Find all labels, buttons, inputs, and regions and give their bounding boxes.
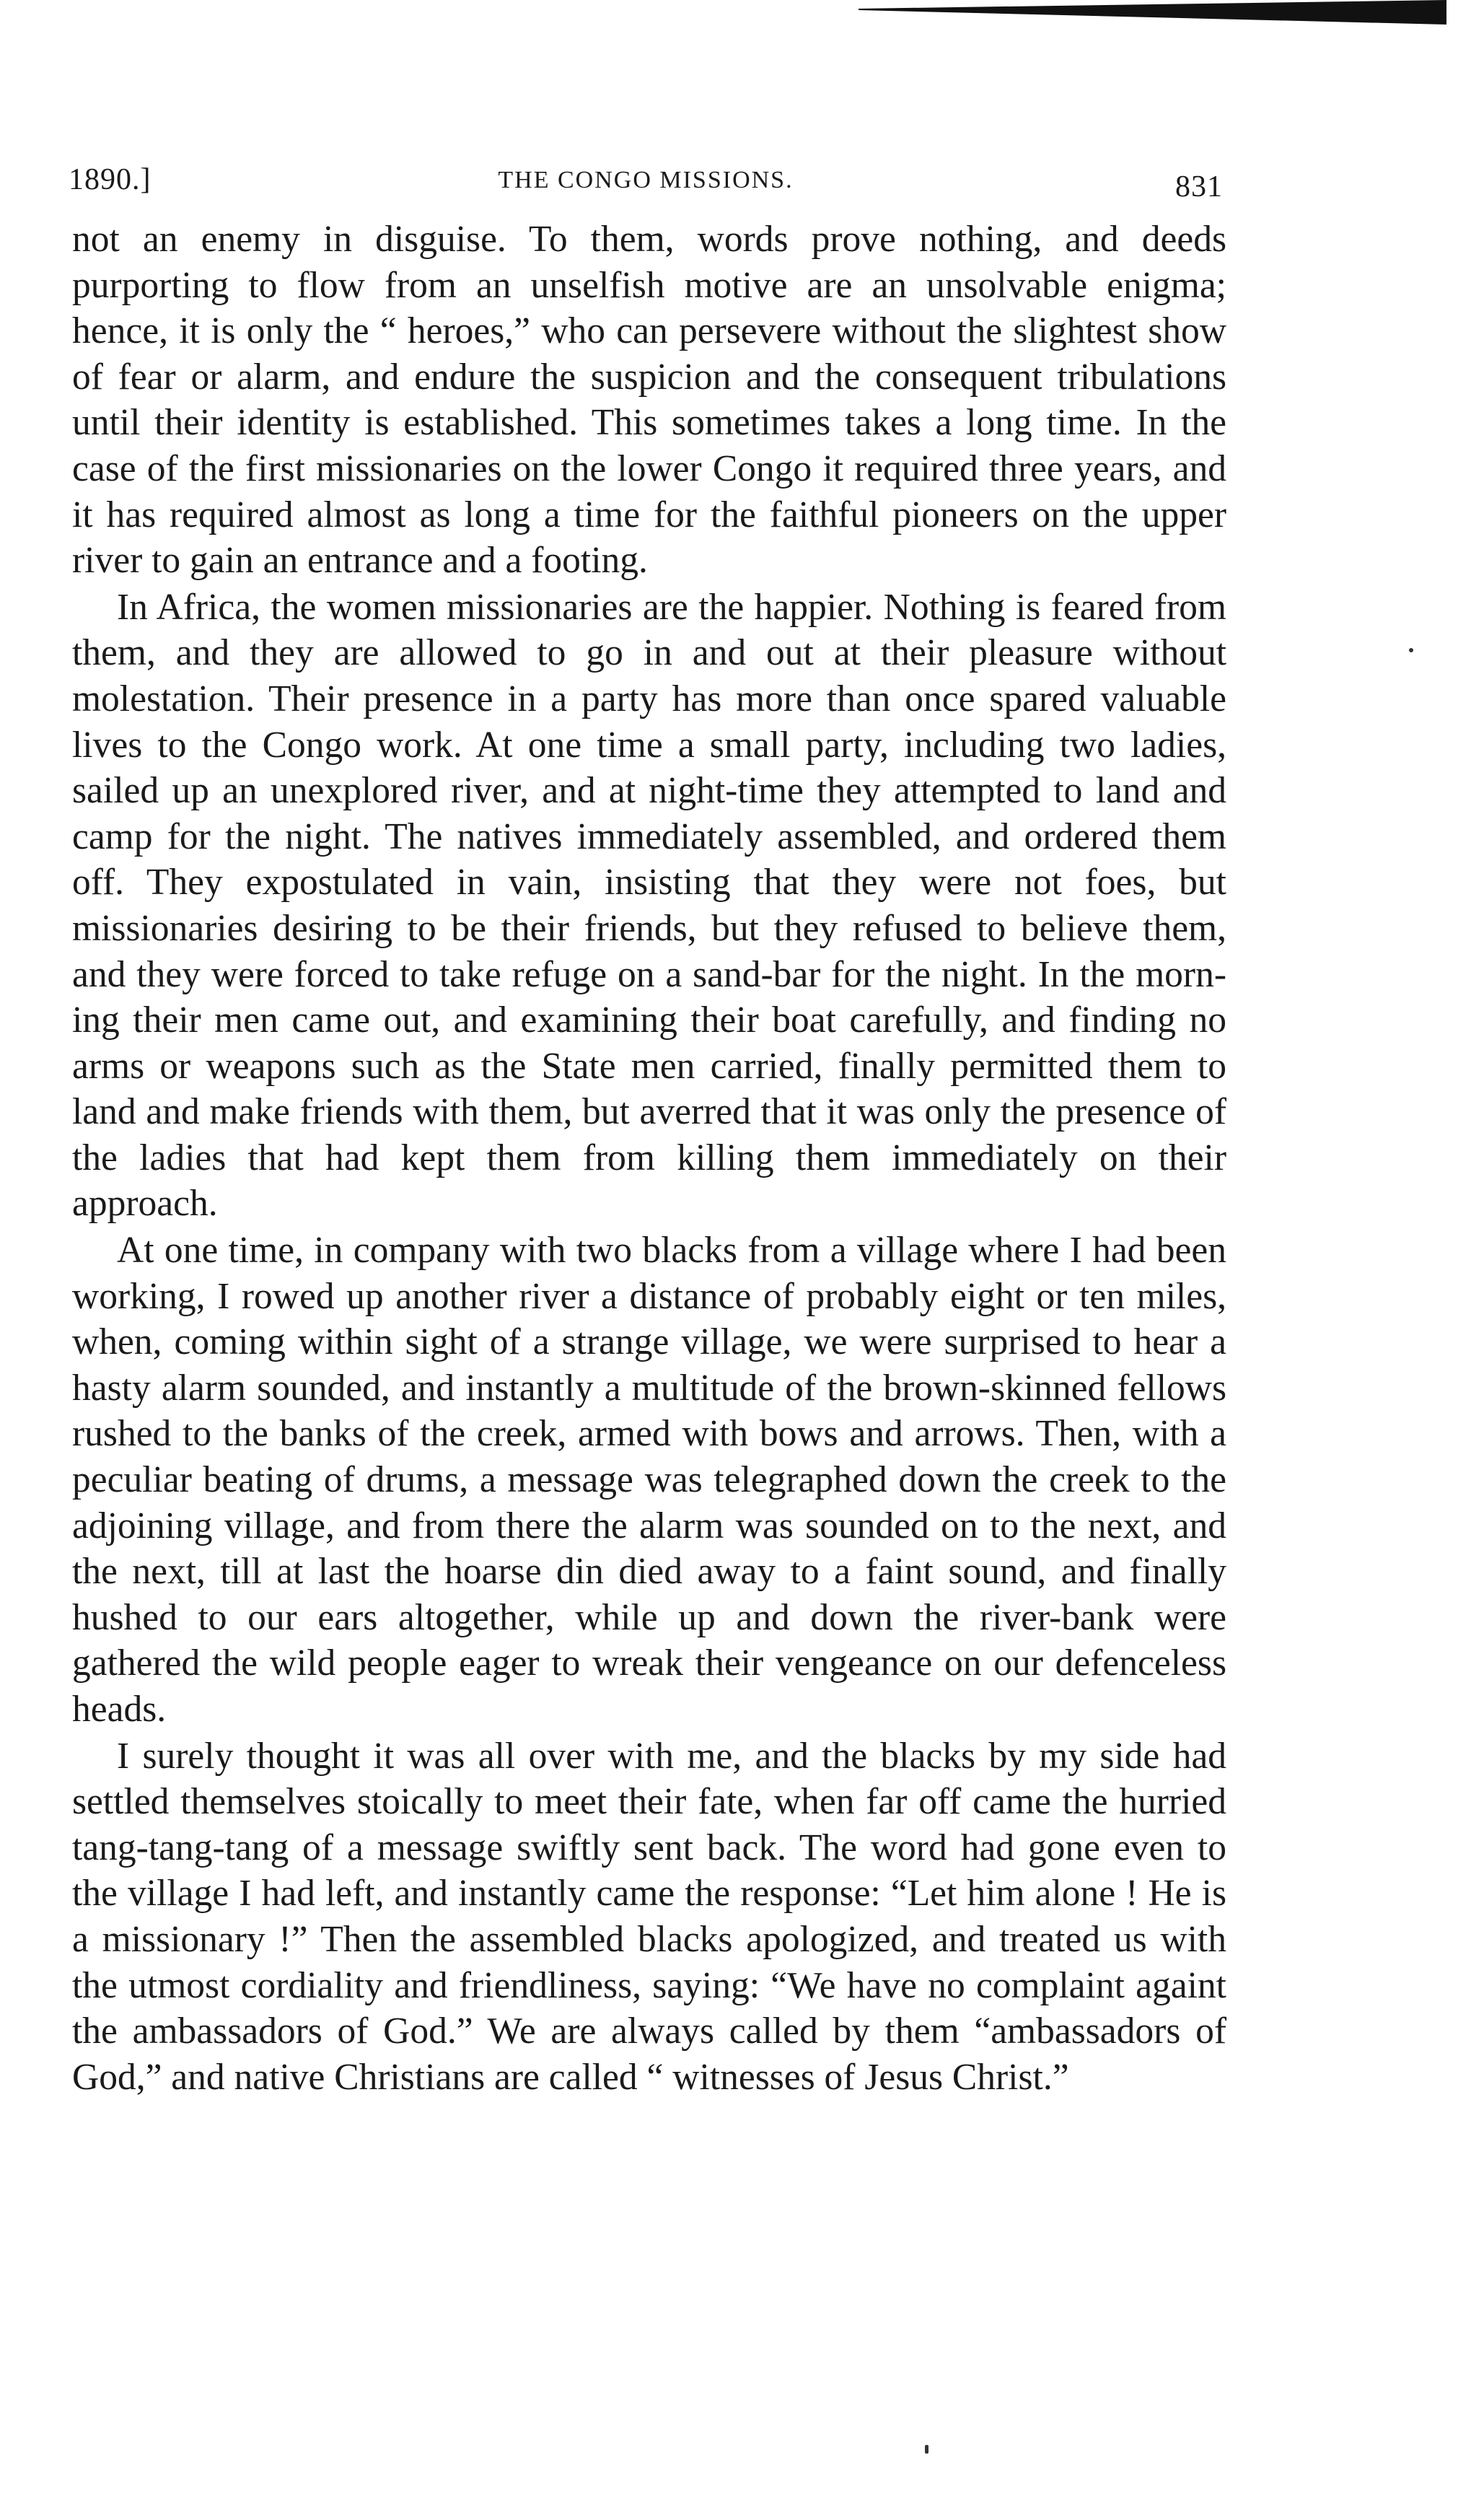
- body-text: [72, 216, 1226, 2100]
- header-year: 1890.]: [69, 163, 152, 196]
- print-speck: [1409, 648, 1413, 652]
- paragraph-1: not an enemy in disguise. To them, words prove nothing, and deeds purporting to flow from an unselfish motive are an unsolvable enigma; hence, it is only the “ heroes,” who can persevere without the slightest show of fear or alarm, and endure the suspicion and the consequent tribulations until their identity is established. This sometimes takes a long time. In the case of the first missionaries on the lower Congo it required three years, and it has required almost as long a time for the faithful pioneers on the upper river to gain an entrance and a footing.: [72, 219, 1226, 582]
- paragraph-3: At one time, in company with two blacks from a village where I had been working, I rowed up another river a distance of probably eight or ten miles, when, coming within sight of a strange village, we were surprised to hear a hasty alarm sounded, and instantly a multitude of the brown-skinned fellows rushed to the banks of the creek, armed with bows and arrows. Then, with a peculiar beating of drums, a message was telegraphed down the creek to the adjoining village, and from there the alarm was sounded on to the next, and the next, till at last the hoarse din died away to a faint sound, and finally hushed to our ears altogether, while up and down the river-bank were gathered the wild people eager to wreak their vengeance on our defenceless heads.: [72, 1230, 1226, 1730]
- page-number: 831: [1175, 170, 1223, 204]
- print-speck: [925, 2445, 928, 2454]
- running-header: [69, 162, 1223, 206]
- paragraph-2: In Africa, the women missionaries are the happier. Nothing is feared from them, and they are allowed to go in and out at their pleasure without molestation. Their presence in a party has more than once spared valuable lives to the Congo work. At one time a small party, including two ladies, sailed up an unexplored river, and at night-time they attempted to land and camp for the night. The natives immediately assembled, and ordered them off. They expostulated in vain, insisting that they were not foes, but missionaries desiring to be their friends, but they refused to believe them, and they were forced to take refuge on a sand-bar for the night. In the morning their men came out, and examining their boat carefully, and finding no arms or weapons such as the State men carried, finally permitted them to land and make friends with them, but averred that it was only the presence of the ladies that had kept them from killing them immediately on their approach.: [72, 586, 1226, 1225]
- top-edge-rule: [859, 0, 1446, 25]
- paragraph-4: I surely thought it was all over with me, and the blacks by my side had settled themselves stoically to meet their fate, when far off came the hurried tang-tang-tang of a message swiftly sent back. The word had gone even to the village I had left, and instantly came the response: “Let him alone ! He is a missionary !” Then the assembled blacks apologized, and treated us with the utmost cordiality and friendliness, saying: “We have no complaint againt the ambassadors of God.” We are always called by them “ambassadors of God,” and native Christians are called “ witnesses of Jesus Christ.”: [72, 1735, 1226, 2098]
- header-title: THE CONGO MISSIONS.: [498, 167, 794, 193]
